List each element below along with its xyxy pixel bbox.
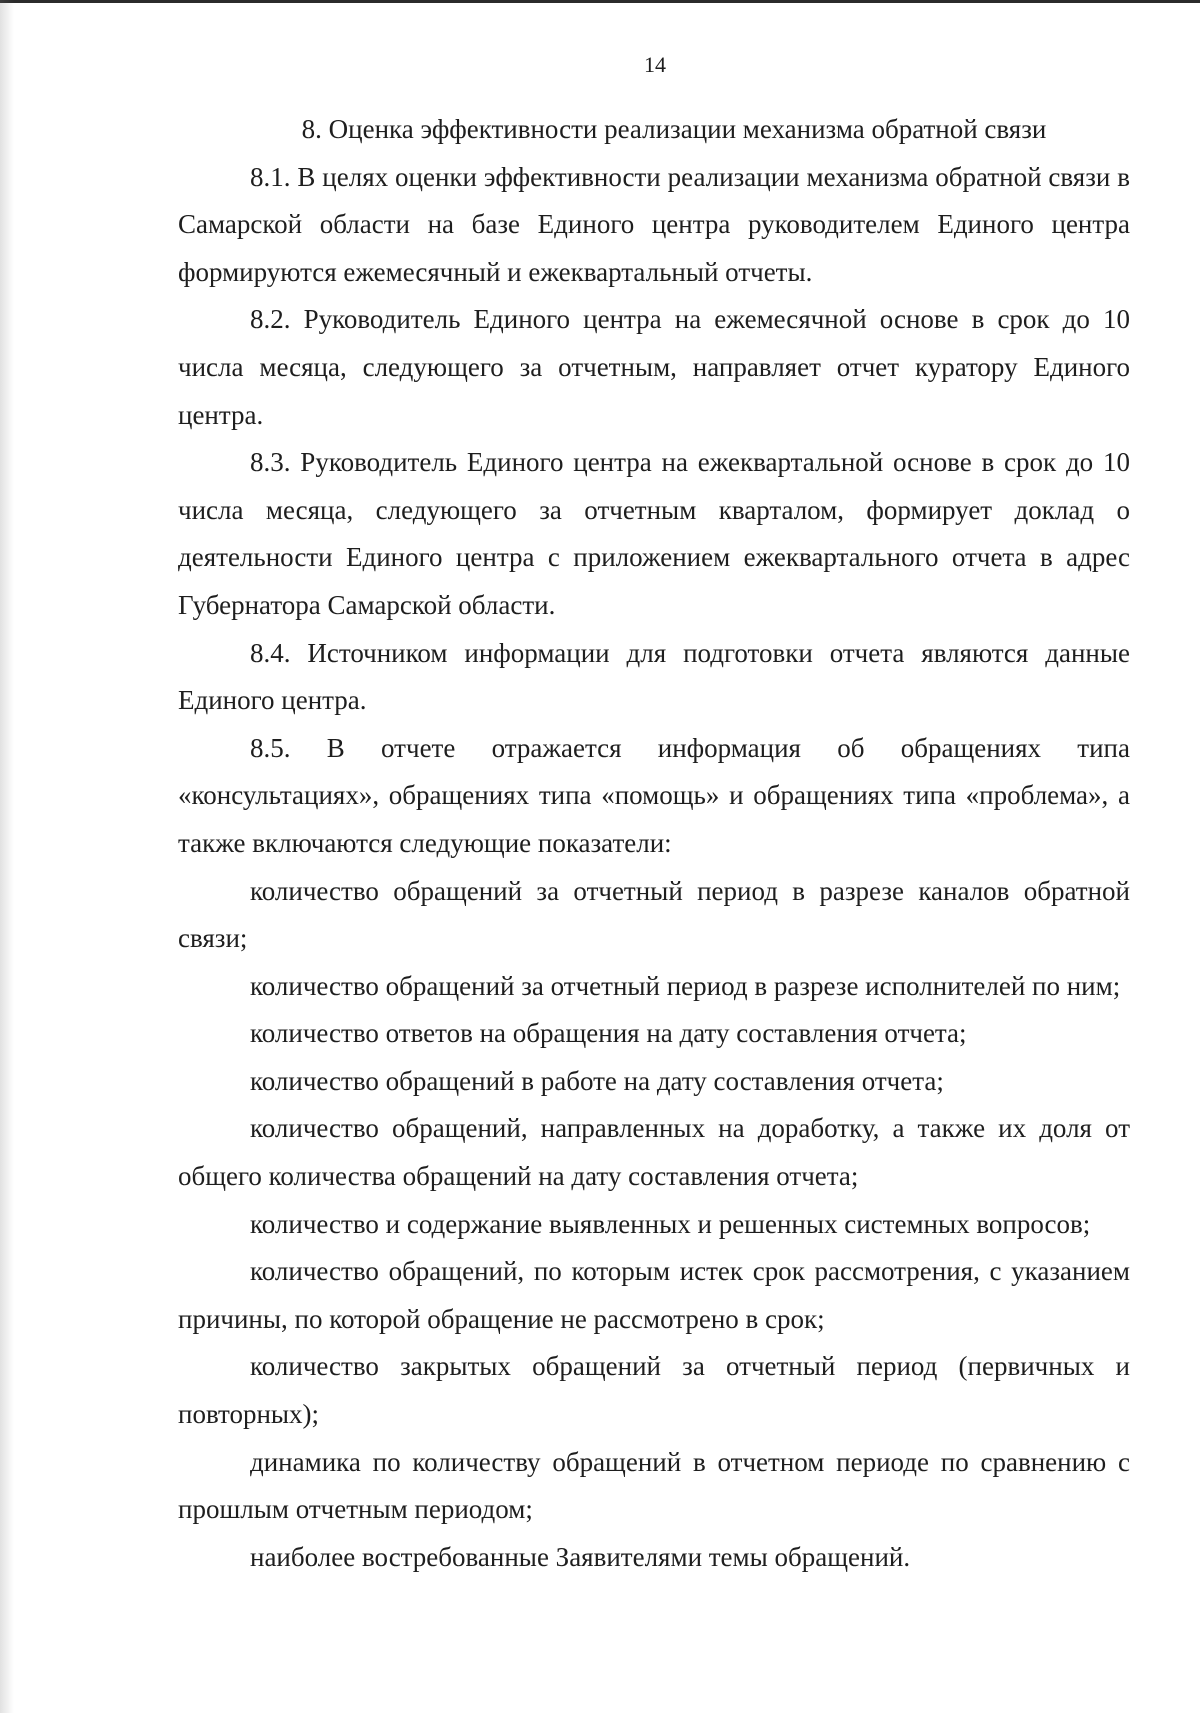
paragraph-8-5: 8.5. В отчете отражается информация об обращениях типа «консультациях», обращениях типа «помощь» и обращениях типа «проблема», а также включаются следующие показатели: — [178, 732, 1130, 858]
indicator-item: количество обращений за отчетный период в разрезе каналов обратной связи; — [178, 875, 1130, 954]
paragraph-8-3: 8.3. Руководитель Единого центра на ежеквартальной основе в срок до 10 числа месяца, следующего за отчетным кварталом, формирует доклад о деятельности Единого центра с приложением ежеквартального отчета в адрес Губернатора Самарской области. — [178, 447, 1130, 620]
page-number: 14 — [644, 52, 666, 77]
scan-edge-shadow — [0, 0, 14, 1713]
indicator-item: количество обращений, направленных на доработку, а также их доля от общего количества обращений на дату составления отчета; — [178, 1113, 1130, 1192]
indicator-item: количество и содержание выявленных и решенных системных вопросов; — [250, 1208, 1091, 1239]
document-body — [178, 106, 1130, 1581]
section-heading: 8. Оценка эффективности реализации механизма обратной связи — [301, 114, 1047, 144]
indicator-item: количество ответов на обращения на дату составления отчета; — [250, 1018, 967, 1049]
top-border-line — [0, 0, 1200, 3]
indicator-item: количество обращений в работе на дату составления отчета; — [250, 1065, 944, 1096]
indicator-item: количество обращений за отчетный период в разрезе исполнителей по ним; — [250, 970, 1121, 1001]
indicator-item: наиболее востребованные Заявителями темы обращений. — [250, 1541, 911, 1572]
indicator-item: количество обращений, по которым истек срок рассмотрения, с указанием причины, по которой обращение не рассмотрено в срок; — [178, 1256, 1130, 1334]
paragraph-8-4: 8.4. Источником информации для подготовки отчета являются данные Единого центра. — [178, 637, 1130, 716]
indicator-item: количество закрытых обращений за отчетный период (первичных и повторных); — [178, 1351, 1130, 1430]
paragraph-8-2: 8.2. Руководитель Единого центра на ежемесячной основе в срок до 10 числа месяца, следующего за отчетным, направляет отчет куратору Единого центра. — [178, 304, 1130, 430]
paragraph-8-1: 8.1. В целях оценки эффективности реализации механизма обратной связи в Самарской области на базе Единого центра руководителем Единого центра формируются ежемесячный и ежеквартальный отчеты. — [178, 161, 1130, 287]
indicator-item: динамика по количеству обращений в отчетном периоде по сравнению с прошлым отчетным периодом; — [178, 1446, 1130, 1525]
